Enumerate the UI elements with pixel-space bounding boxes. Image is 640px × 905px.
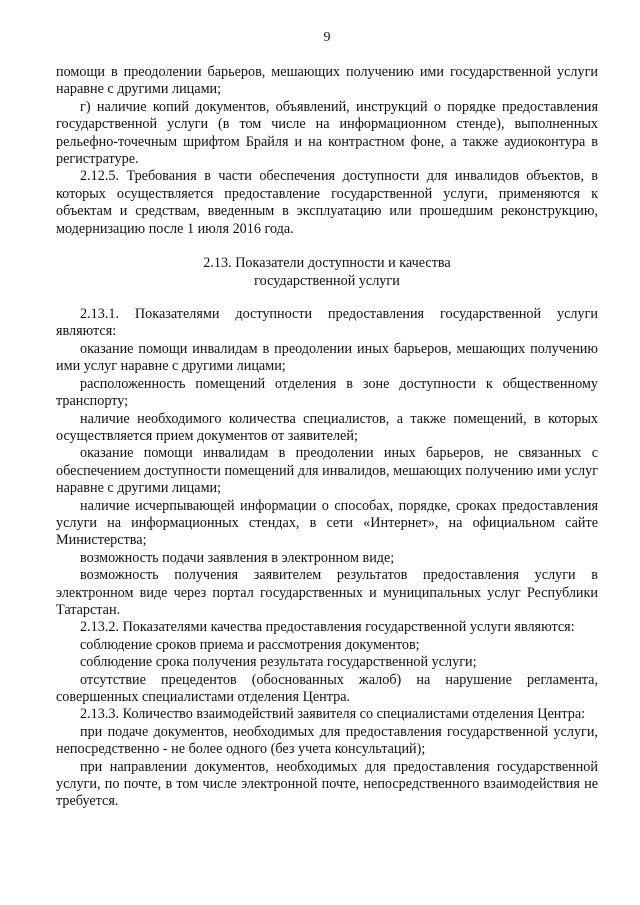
paragraph: 2.12.5. Требования в части обеспечения доступности для инвалидов объектов, в которых осуществляется предоставление государственной услуги, применяются к объектам и средствам, введенным в эксплуатацию или прошедшим реконструкцию, модернизацию после 1 июля 2016 года. [56, 168, 598, 237]
list-item: при подаче документов, необходимых для предоставления государственной услуги, непосредственно - не более одного (без учета консультаций); [56, 723, 598, 758]
list-item: расположенность помещений отделения в зоне доступности к общественному транспорту; [56, 375, 598, 410]
list-item: возможность получения заявителем результатов предоставления услуги в электронном виде через портал государственных и муниципальных услуг Республики Татарстан. [56, 567, 598, 618]
paragraph: 2.13.1. Показателями доступности предоставления государственной услуги являются: [56, 306, 598, 340]
section-title-line: 2.13. Показатели доступности и качества [203, 255, 451, 272]
list-item: отсутствие прецедентов (обоснованных жалоб) на нарушение регламента, совершенных специалистами отделения Центра. [56, 671, 598, 705]
section-title-line: государственной услуги [254, 273, 400, 290]
list-item: возможность подачи заявления в электронном виде; [80, 549, 395, 566]
list-item: при направлении документов, необходимых для предоставления государственной услуги, по почте, в том числе электронной почте, непосредственного взаимодействия не требуется. [56, 758, 598, 810]
paragraph: 2.13.2. Показателями качества предоставления государственной услуги являются: [80, 619, 575, 636]
paragraph: помощи в преодолении барьеров, мешающих получению ими государственной услуги наравне с другими лицами; [56, 64, 598, 98]
paragraph: 2.13.3. Количество взаимодействий заявителя со специалистами отделения Центра: [80, 706, 586, 723]
list-item: наличие необходимого количества специалистов, а также помещений, в которых осуществляется прием документов от заявителей; [56, 410, 598, 444]
document-body [56, 64, 598, 811]
list-item: оказание помощи инвалидам в преодолении иных барьеров, не связанных с обеспечением доступности помещений для инвалидов, мешающих получению ими услуг наравне с другими лицами; [56, 445, 598, 497]
paragraph: г) наличие копий документов, объявлений, инструкций о порядке предоставления государственной услуги (в том числе на информационном стенде), выполненных рельефно-точечным шрифтом Брайля и на контрастном фоне, а также аудиоконтура в регистратуре. [56, 98, 598, 168]
page-number: 9 [323, 30, 331, 45]
list-item: наличие исчерпывающей информации о способах, порядке, сроках предоставления услуги на информационных стендах, в сети «Интернет», на официальном сайте Министерства; [56, 497, 598, 549]
list-item: соблюдение сроков приема и рассмотрения документов; [80, 636, 420, 653]
section-title [56, 254, 598, 290]
list-item: оказание помощи инвалидам в преодолении иных барьеров, мешающих получению ими услуг наравне с другими лицами; [56, 340, 598, 375]
list-item: соблюдение срока получения результата государственной услуги; [80, 654, 477, 671]
